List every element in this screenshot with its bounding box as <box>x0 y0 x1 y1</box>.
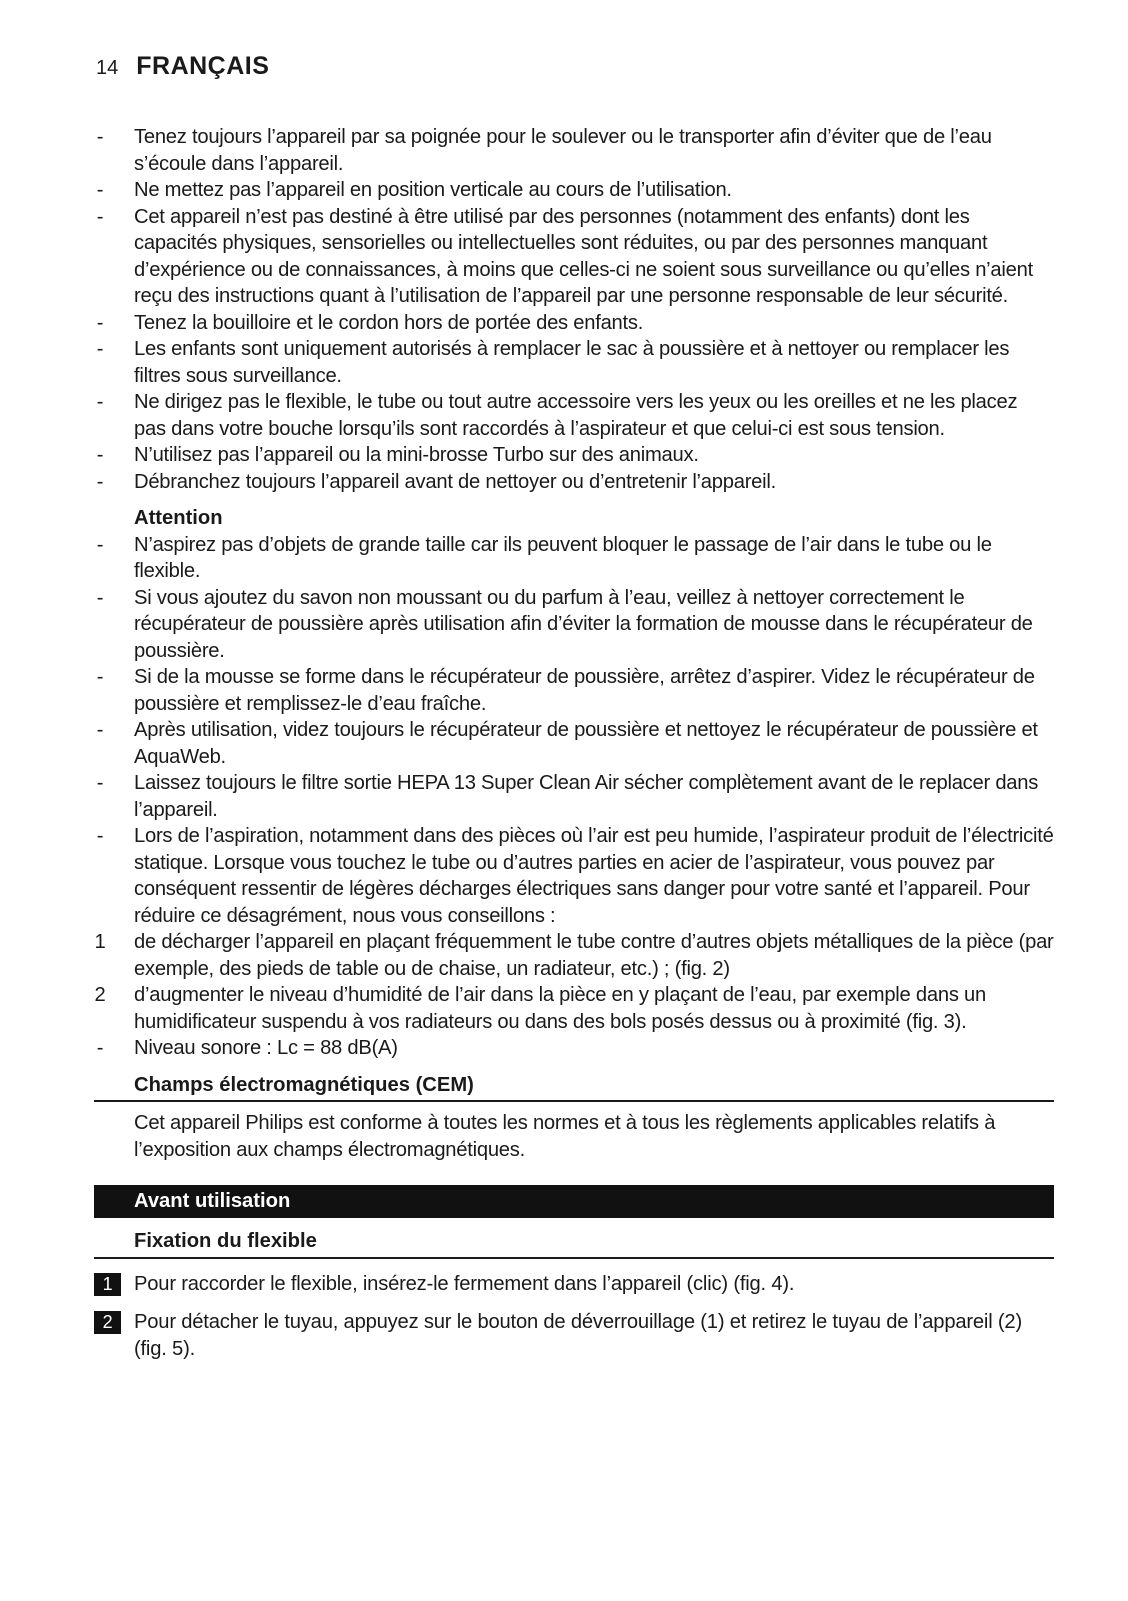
safety-list <box>94 124 1054 495</box>
list-item-text: Niveau sonore : Lc = 88 dB(A) <box>134 1037 398 1059</box>
list-item <box>94 1035 1054 1062</box>
list-item <box>94 823 1054 929</box>
list-item <box>94 770 1054 823</box>
step-number-badge: 1 <box>94 1273 121 1296</box>
list-item-text: Tenez la bouilloire et le cordon hors de portée des enfants. <box>134 311 644 334</box>
list-marker: - <box>96 444 104 466</box>
list-item <box>94 124 1054 177</box>
step-item <box>94 1309 1054 1362</box>
list-item <box>94 177 1054 204</box>
list-item-text: N’utilisez pas l’appareil ou la mini-brosse Turbo sur des animaux. <box>134 444 699 466</box>
list-marker: - <box>96 719 104 741</box>
list-marker: - <box>96 311 104 334</box>
section-heading-before-use: Avant utilisation <box>94 1185 1054 1218</box>
list-marker: - <box>96 533 104 556</box>
list-item-text: de décharger l’appareil en plaçant fréquemment le tube contre d’autres objets métalliques de la pièce (par exemple, des pieds de table ou de chaise, un radiateur, etc.) ; (fig. 2) <box>134 931 1054 980</box>
list-marker: - <box>96 205 104 228</box>
step-number-badge: 2 <box>94 1311 121 1334</box>
step-list <box>94 1271 1054 1363</box>
list-marker: - <box>96 772 104 794</box>
list-item <box>94 585 1054 665</box>
list-number: 2 <box>94 984 106 1006</box>
list-item-text: Débranchez toujours l’appareil avant de nettoyer ou d’entretenir l’appareil. <box>134 470 776 493</box>
list-marker: - <box>96 126 104 148</box>
list-item-text: Après utilisation, videz toujours le récupérateur de poussière et nettoyez le récupérateur de poussière et AquaWeb. <box>134 719 1038 768</box>
list-item <box>94 389 1054 442</box>
list-marker: - <box>96 825 104 847</box>
page-number: 14 <box>96 57 119 79</box>
list-item-text: Tenez toujours l’appareil par sa poignée pour le soulever ou le transporter afin d’éviter que de l’eau s’écoule dans l’appareil. <box>134 126 992 175</box>
list-marker: - <box>96 179 104 201</box>
page-header <box>96 52 269 92</box>
numbered-item <box>94 929 1054 982</box>
step-text: Pour raccorder le flexible, insérez-le fermement dans l’appareil (clic) (fig. 4). <box>134 1272 795 1295</box>
list-marker: - <box>96 391 104 413</box>
list-item-text: Laissez toujours le filtre sortie HEPA 13 Super Clean Air sécher complètement avant de le replacer dans l’appareil. <box>134 772 1039 821</box>
list-marker: - <box>96 586 104 609</box>
list-number: 1 <box>94 931 106 953</box>
list-item-text: Lors de l’aspiration, notamment dans des pièces où l’air est peu humide, l’aspirateur produit de l’électricité statique. Lorsque vous touchez le tube ou d’autres parties en acier de l’aspirateur, vous pouvez par conséquent ressentir de légères décharges électriques sans danger pour votre santé et l’appareil. Pour réduire ce désagrément, nous vous conseillons : <box>134 825 1054 927</box>
list-item <box>94 310 1054 337</box>
list-item-text: Les enfants sont uniquement autorisés à remplacer le sac à poussière et à nettoyer ou remplacer les filtres sous surveillance. <box>134 338 1010 387</box>
emf-heading: Champs électromagnétiques (CEM) <box>94 1072 1054 1103</box>
step-text: Pour détacher le tuyau, appuyez sur le bouton de déverrouillage (1) et retirez le tuyau de l’appareil (2) (fig. 5). <box>134 1311 1022 1360</box>
list-item <box>94 717 1054 770</box>
step-item <box>94 1271 1054 1298</box>
attention-heading: Attention <box>134 507 223 529</box>
list-item-text: N’aspirez pas d’objets de grande taille car ils peuvent bloquer le passage de l’air dans le tube ou le flexible. <box>134 533 992 582</box>
list-item <box>94 204 1054 310</box>
emf-paragraph: Cet appareil Philips est conforme à toutes les normes et à tous les règlements applicables relatifs à l’exposition aux champs électromagnétiques. <box>134 1112 996 1161</box>
list-item <box>94 336 1054 389</box>
list-marker: - <box>96 470 104 493</box>
numbered-item <box>94 982 1054 1035</box>
list-marker: - <box>96 1037 104 1059</box>
list-item-text: Ne mettez pas l’appareil en position verticale au cours de l’utilisation. <box>134 179 732 201</box>
list-marker: - <box>96 338 104 360</box>
list-item-text: Si de la mousse se forme dans le récupérateur de poussière, arrêtez d’aspirer. Videz le récupérateur de poussière et remplissez-le d’eau fraîche. <box>134 666 1035 715</box>
attention-list <box>94 532 1054 1062</box>
list-item <box>94 532 1054 585</box>
page-language-title: FRANÇAIS <box>136 52 270 80</box>
list-item-text: Cet appareil n’est pas destiné à être utilisé par des personnes (notamment des enfants) dont les capacités physiques, sensorielles ou intellectuelles sont réduites, ou par des personnes manquant d’expérience ou de connaissances, à moins que celles-ci ne soient sous surveillance ou qu’elles n’aient reçu des instructions quant à l’utilisation de l’appareil par une personne responsable de leur sécurité. <box>134 205 1033 307</box>
list-item <box>94 664 1054 717</box>
page-content <box>94 124 1054 1374</box>
list-item <box>94 469 1054 496</box>
list-marker: - <box>96 666 104 688</box>
hose-attach-heading: Fixation du flexible <box>94 1228 1054 1259</box>
list-item-text: Si vous ajoutez du savon non moussant ou du parfum à l’eau, veillez à nettoyer correctement le récupérateur de poussière après utilisation afin d’éviter la formation de mousse dans le récupérateur de poussière. <box>134 586 1033 662</box>
list-item <box>94 442 1054 469</box>
list-item-text: Ne dirigez pas le flexible, le tube ou tout autre accessoire vers les yeux ou les oreilles et ne les placez pas dans votre bouche lorsqu’ils sont raccordés à l’aspirateur et que celui-ci est sous tension. <box>134 391 1018 440</box>
list-item-text: d’augmenter le niveau d’humidité de l’air dans la pièce en y plaçant de l’eau, par exemple dans un humidificateur suspendu à vos radiateurs ou dans des bols posés dessus ou à proximité (fig. 3). <box>134 984 986 1033</box>
